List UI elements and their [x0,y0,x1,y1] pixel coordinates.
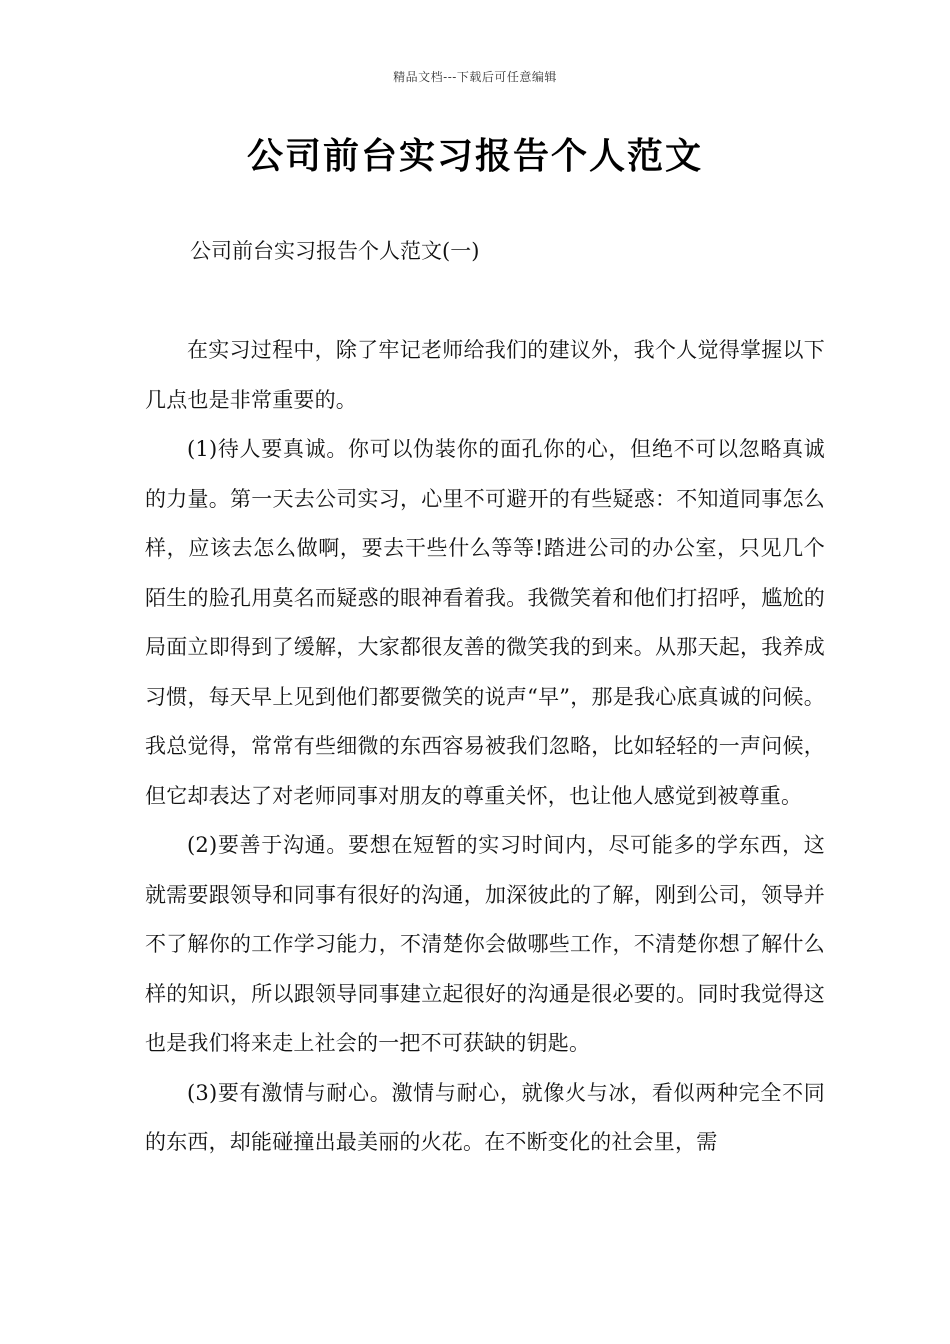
paragraph-intro: 在实习过程中，除了牢记老师给我们的建议外，我个人觉得掌握以下几点也是非常重要的。 [145,338,825,412]
document-title: 公司前台实习报告个人范文 [246,136,703,177]
paragraph-sincerity: (1)待人要真诚。你可以伪装你的面孔你的心，但绝不可以忽略真诚的力量。第一天去公司实习，心里不可避开的有些疑惑：不知道同事怎么样，应该去怎么做啊，要去干些什么等等!踏进公司的办公室，只见几个陌生的脸孔用莫名而疑惑的眼神看着我。我微笑着和他们打招呼，尴尬的局面立即得到了缓解，大家都很友善的微笑我的到来。从那天起，我养成习惯，每天早上见到他们都要微笑的说声“早”，那是我心底真诚的问候。我总觉得，常常有些细微的东西容易被我们忽略，比如轻轻的一声问候，但它却表达了对老师同事对朋友的尊重关怀，也让他人感觉到被尊重。 [145,437,825,808]
header-note: 精品文档---下载后可任意编辑 [393,70,557,84]
document-body [145,326,825,1168]
section-subtitle: 公司前台实习报告个人范文(一) [190,239,480,263]
paragraph-passion-patience: (3)要有激情与耐心。激情与耐心，就像火与冰，看似两种完全不同的东西，却能碰撞出最美丽的火花。在不断变化的社会里，需 [145,1080,825,1154]
paragraph-communication: (2)要善于沟通。要想在短暂的实习时间内，尽可能多的学东西，这就需要跟领导和同事有很好的沟通，加深彼此的了解，刚到公司，领导并不了解你的工作学习能力，不清楚你会做哪些工作，不清楚你想了解什么样的知识，所以跟领导同事建立起很好的沟通是很必要的。同时我觉得这也是我们将来走上社会的一把不可获缺的钥匙。 [145,833,825,1055]
